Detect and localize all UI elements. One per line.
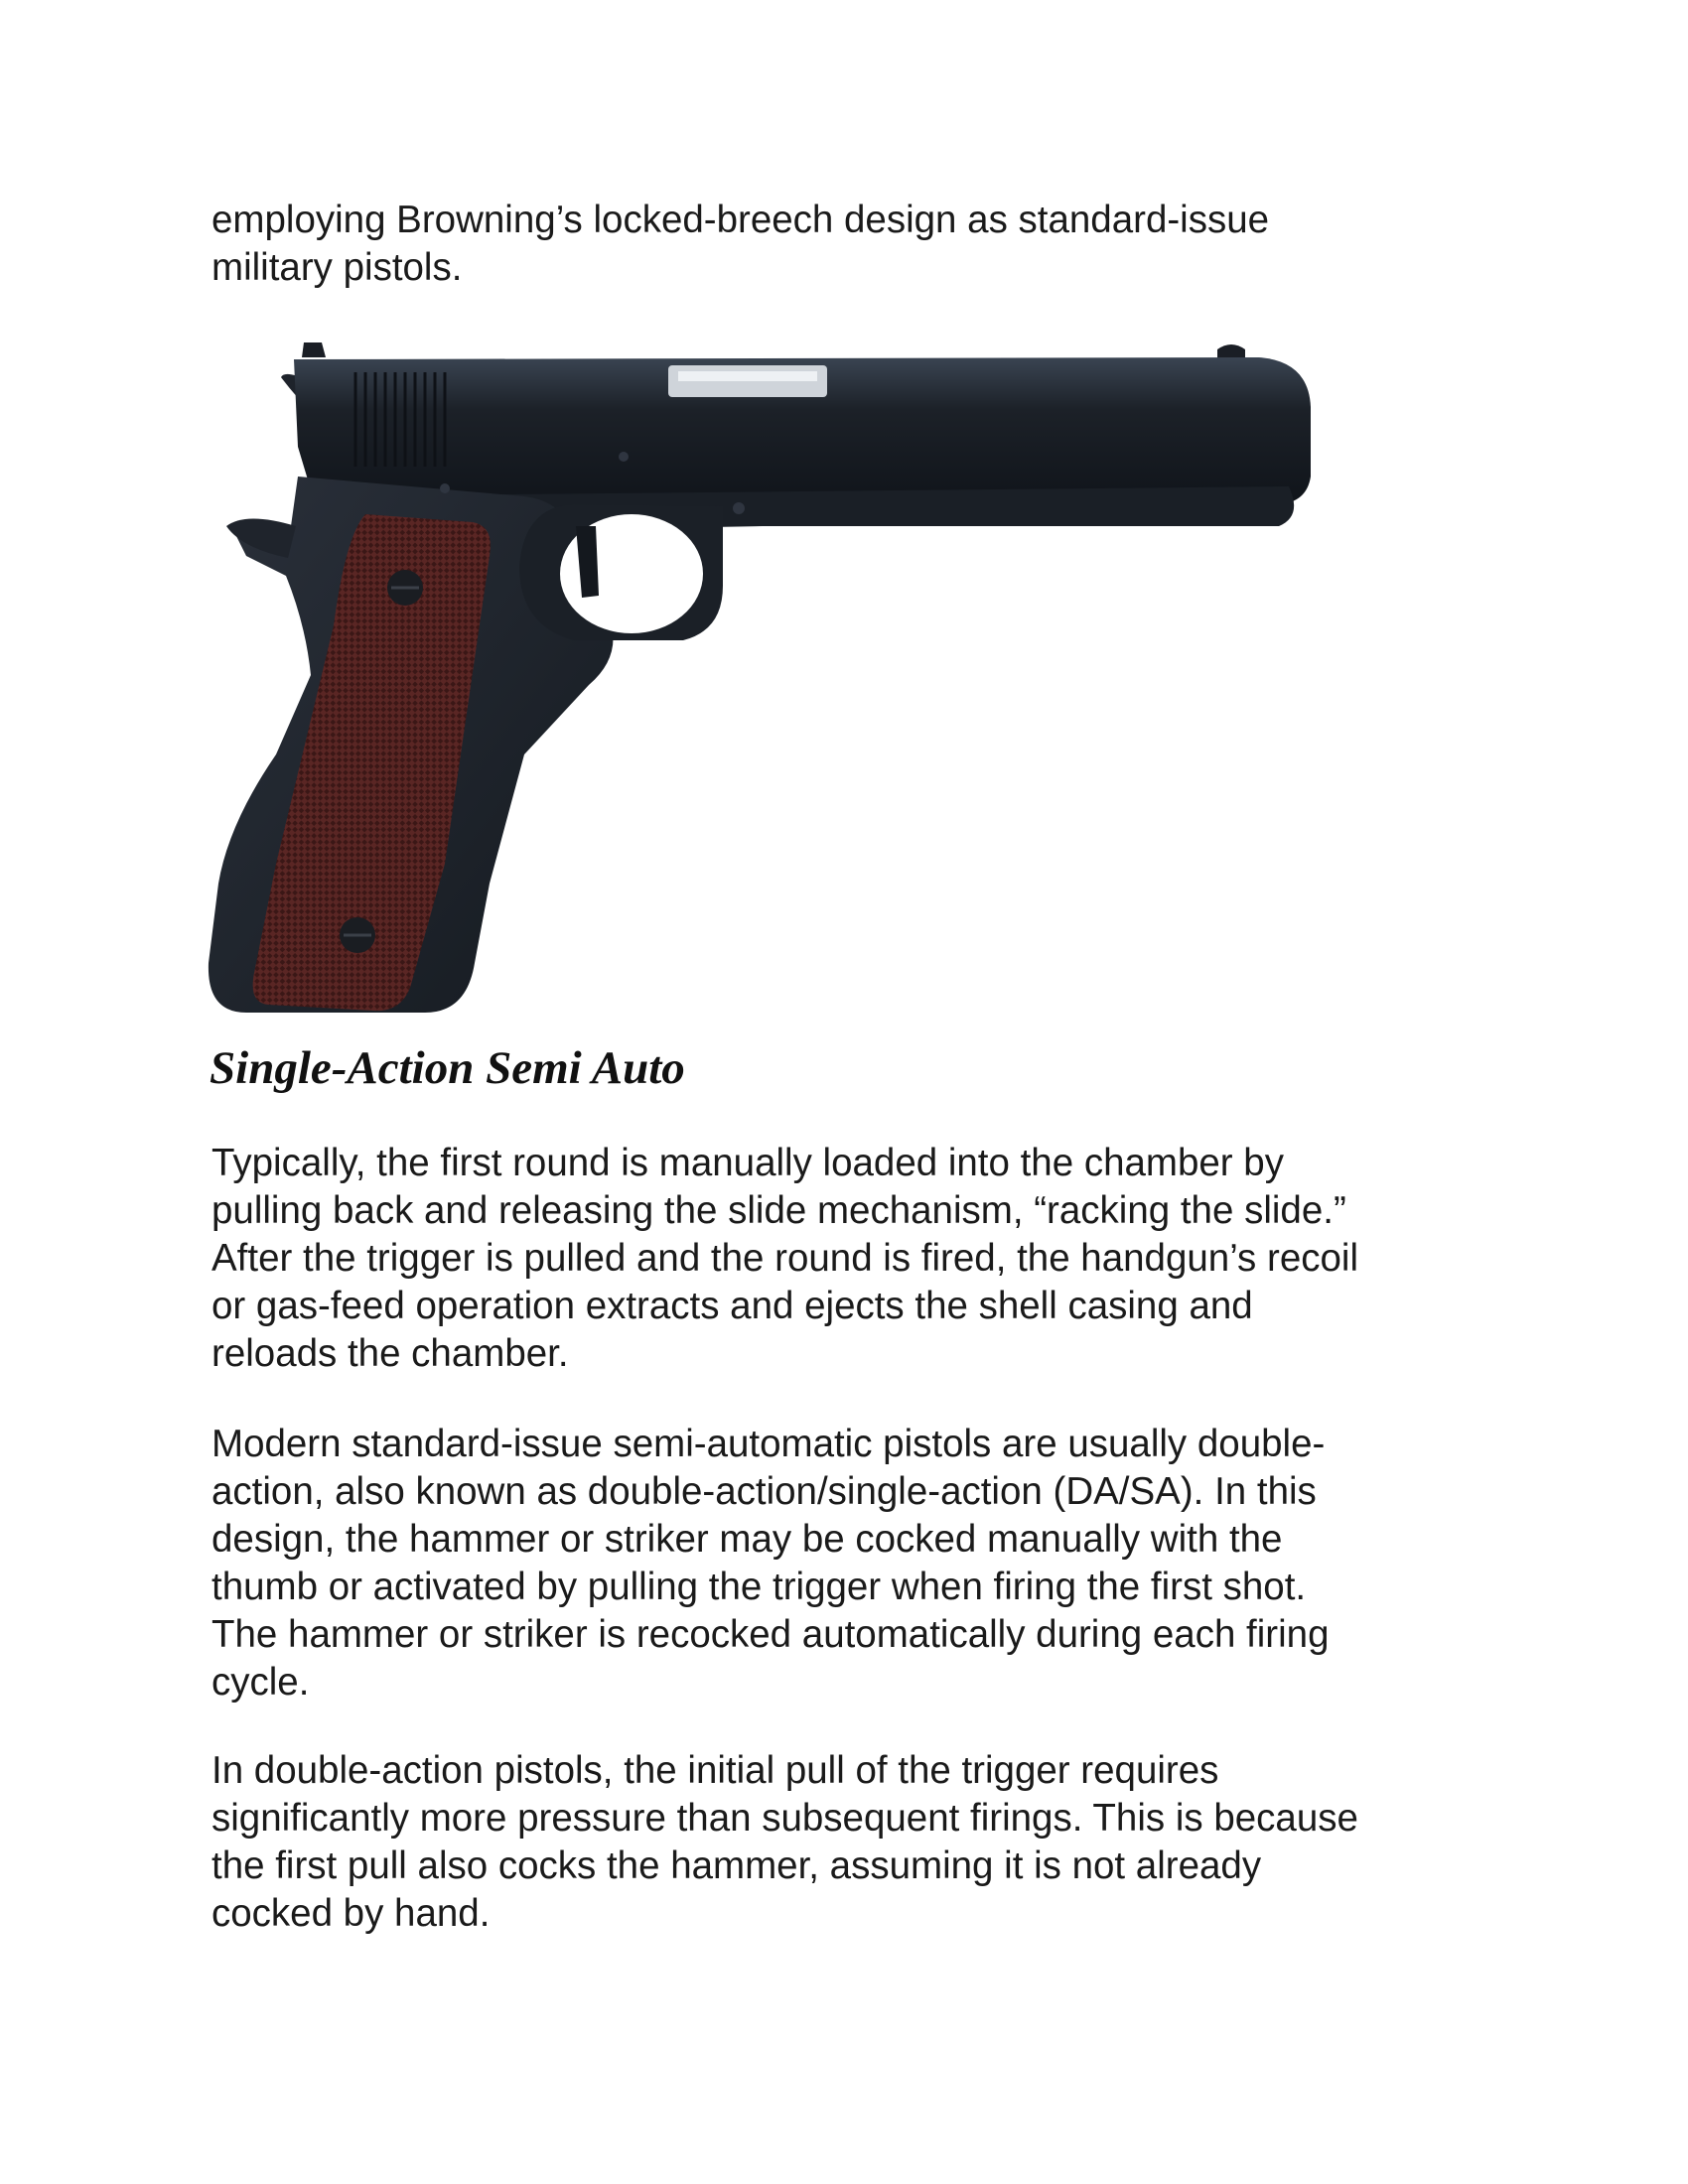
- rear-sight: [302, 342, 326, 357]
- pistol-image: [207, 328, 1319, 1023]
- paragraph: [211, 1747, 1502, 1938]
- paragraph-line: design, the hammer or striker may be cocked manually with the: [211, 1518, 1283, 1561]
- paragraph-line: reloads the chamber.: [211, 1332, 569, 1375]
- paragraph: [211, 1140, 1502, 1378]
- paragraph-line: cycle.: [211, 1661, 310, 1704]
- paragraph-line: After the trigger is pulled and the round is fired, the handgun’s recoil: [211, 1237, 1358, 1280]
- paragraph-line: the first pull also cocks the hammer, assuming it is not already: [211, 1844, 1262, 1887]
- intro-line: employing Browning’s locked-breech design as standard-issue: [211, 199, 1270, 241]
- paragraph-line: In double-action pistols, the initial pull of the trigger requires: [211, 1749, 1219, 1792]
- paragraph: [211, 1421, 1502, 1706]
- intro-paragraph: [211, 197, 1502, 292]
- paragraph-line: significantly more pressure than subsequent firings. This is because: [211, 1797, 1358, 1840]
- paragraph-line: cocked by hand.: [211, 1892, 491, 1935]
- paragraph-line: The hammer or striker is recocked automatically during each firing: [211, 1613, 1330, 1656]
- paragraph-line: Typically, the first round is manually loaded into the chamber by: [211, 1142, 1284, 1184]
- frame-pin: [440, 483, 450, 493]
- paragraph-line: action, also known as double-action/single-action (DA/SA). In this: [211, 1470, 1317, 1513]
- paragraph-line: pulling back and releasing the slide mechanism, “racking the slide.”: [211, 1189, 1346, 1232]
- pistol-illustration: [207, 328, 1319, 1023]
- paragraph-line: thumb or activated by pulling the trigger when firing the first shot.: [211, 1566, 1307, 1608]
- paragraph-line: Modern standard-issue semi-automatic pistols are usually double-: [211, 1423, 1326, 1465]
- slide-stop-pin: [733, 502, 745, 514]
- section-heading: Single-Action Semi Auto: [210, 1042, 685, 1094]
- intro-line: military pistols.: [211, 246, 463, 289]
- frame-pin: [619, 452, 629, 462]
- paragraph-line: or gas-feed operation extracts and ejects the shell casing and: [211, 1285, 1253, 1327]
